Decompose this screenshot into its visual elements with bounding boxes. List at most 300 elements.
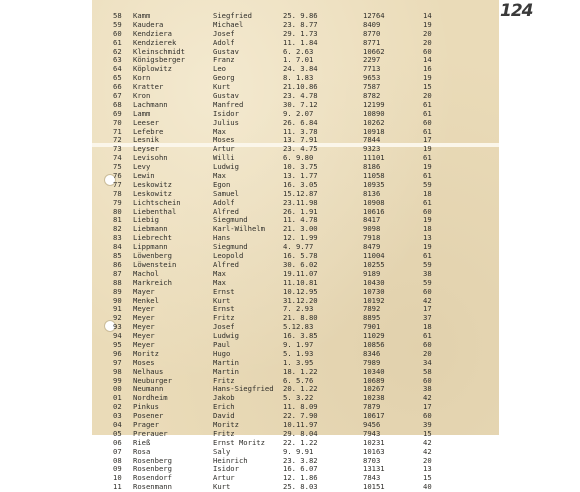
birth-date: 12. 1.86 xyxy=(283,473,318,483)
extra-number: 58 xyxy=(423,366,432,376)
first-name: Fritz xyxy=(213,428,235,438)
row-number: 72 xyxy=(113,135,122,145)
last-name: Lachmann xyxy=(133,99,168,109)
row-number: 58 xyxy=(113,11,122,20)
first-name: Moses xyxy=(213,135,235,145)
last-name: Levisohn xyxy=(133,153,168,163)
row-number: 86 xyxy=(113,259,122,269)
birth-date: 18. 1.22 xyxy=(283,366,318,376)
id-number: 10192 xyxy=(363,295,385,305)
extra-number: 13 xyxy=(423,464,432,474)
last-name: Lefebre xyxy=(133,126,164,136)
last-name: Nordheim xyxy=(133,393,168,403)
id-number: 10856 xyxy=(363,339,385,349)
birth-date: 24. 3.84 xyxy=(283,64,318,74)
first-name: Leopold xyxy=(213,251,244,261)
row-number: 08 xyxy=(113,455,122,465)
id-number: 10255 xyxy=(363,259,385,269)
row-number: 68 xyxy=(113,99,122,109)
birth-date: 11. 3.78 xyxy=(283,126,318,136)
last-name: Machol xyxy=(133,268,159,278)
extra-number: 60 xyxy=(423,339,432,349)
row-number: 77 xyxy=(113,179,122,189)
last-name: Leeser xyxy=(133,117,159,127)
first-name: Karl-Wilhelm xyxy=(213,224,265,234)
row-number: 62 xyxy=(113,46,122,56)
last-name: Lesnik xyxy=(133,135,159,145)
extra-number: 20 xyxy=(423,91,432,101)
extra-number: 15 xyxy=(423,428,432,438)
birth-date: 9. 1.97 xyxy=(283,339,314,349)
last-name: Liebmann xyxy=(133,224,168,234)
last-name: Neuburger xyxy=(133,375,172,385)
last-name: Meyer xyxy=(133,304,155,314)
birth-date: 13. 7.91 xyxy=(283,135,318,145)
first-name: Erich xyxy=(213,402,235,412)
birth-date: 11. 8.09 xyxy=(283,402,318,412)
first-name: Fritz xyxy=(213,313,235,323)
birth-date: 30. 7.12 xyxy=(283,99,318,109)
birth-date: 21.10.86 xyxy=(283,82,318,92)
extra-number: 19 xyxy=(423,73,432,83)
first-name: Martin xyxy=(213,357,239,367)
row-number: 07 xyxy=(113,446,122,456)
row-number: 66 xyxy=(113,82,122,92)
first-name: Adolf xyxy=(213,197,235,207)
birth-date: 5. 3.22 xyxy=(283,393,314,403)
id-number: 11004 xyxy=(363,251,385,261)
birth-date: 6. 9.80 xyxy=(283,153,314,163)
row-number: 90 xyxy=(113,295,122,305)
extra-number: 20 xyxy=(423,28,432,38)
last-name: Lichtschein xyxy=(133,197,181,207)
id-number: 7879 xyxy=(363,402,381,412)
birth-date: 22. 7.90 xyxy=(283,411,318,421)
birth-date: 6. 2.63 xyxy=(283,46,314,56)
id-number: 9653 xyxy=(363,73,381,83)
first-name: Siegfried xyxy=(213,11,252,20)
extra-number: 59 xyxy=(423,259,432,269)
birth-date: 5.12.83 xyxy=(283,322,314,332)
handwritten-page-number: 124 xyxy=(500,1,533,21)
row-number: 11 xyxy=(113,482,122,492)
extra-number: 42 xyxy=(423,437,432,447)
last-name: Moritz xyxy=(133,348,159,358)
row-number: 81 xyxy=(113,215,122,225)
last-name: Lippmann xyxy=(133,242,168,252)
id-number: 10662 xyxy=(363,46,385,56)
last-name: Rosenberg xyxy=(133,455,172,465)
extra-number: 60 xyxy=(423,117,432,127)
row-number: 02 xyxy=(113,402,122,412)
last-name: Markreich xyxy=(133,277,172,287)
birth-date: 10.11.97 xyxy=(283,419,318,429)
last-name: Pinkus xyxy=(133,402,159,412)
birth-date: 19.11.07 xyxy=(283,268,318,278)
first-name: Gustav xyxy=(213,91,239,101)
extra-number: 18 xyxy=(423,188,432,198)
last-name: Prerauer xyxy=(133,428,168,438)
first-name: Kurt xyxy=(213,482,231,492)
birth-date: 13. 1.77 xyxy=(283,171,318,181)
birth-date: 15.12.87 xyxy=(283,188,318,198)
row-number: 85 xyxy=(113,251,122,261)
extra-number: 19 xyxy=(423,242,432,252)
birth-date: 6. 5.76 xyxy=(283,375,314,385)
first-name: Hans-Siegfried xyxy=(213,384,274,394)
row-number: 69 xyxy=(113,108,122,118)
extra-number: 15 xyxy=(423,82,432,92)
id-number: 10616 xyxy=(363,206,385,216)
id-number: 8770 xyxy=(363,28,381,38)
extra-number: 61 xyxy=(423,251,432,261)
first-name: Max xyxy=(213,268,226,278)
first-name: Max xyxy=(213,277,226,287)
last-name: Kendzierek xyxy=(133,37,177,47)
first-name: Jakob xyxy=(213,393,235,403)
last-name: Löwenberg xyxy=(133,251,172,261)
extra-number: 37 xyxy=(423,313,432,323)
birth-date: 26. 1.91 xyxy=(283,206,318,216)
last-name: Kron xyxy=(133,91,151,101)
first-name: Hans xyxy=(213,233,231,243)
first-name: Manfred xyxy=(213,99,244,109)
extra-number: 61 xyxy=(423,197,432,207)
last-name: Liebrecht xyxy=(133,233,172,243)
last-name: Mayer xyxy=(133,286,155,296)
id-number: 10689 xyxy=(363,375,385,385)
id-number: 8346 xyxy=(363,348,381,358)
id-number: 10340 xyxy=(363,366,385,376)
id-number: 10262 xyxy=(363,117,385,127)
birth-date: 23. 3.82 xyxy=(283,455,318,465)
id-number: 10730 xyxy=(363,286,385,296)
id-number: 10890 xyxy=(363,108,385,118)
id-number: 8703 xyxy=(363,455,381,465)
first-name: Saly xyxy=(213,446,231,456)
first-name: Fritz xyxy=(213,375,235,385)
id-number: 10267 xyxy=(363,384,385,394)
id-number: 7844 xyxy=(363,135,381,145)
row-number: 00 xyxy=(113,384,122,394)
id-number: 13131 xyxy=(363,464,385,474)
birth-date: 23. 8.77 xyxy=(283,19,318,29)
first-name: Franz xyxy=(213,55,235,65)
last-name: Nelhaus xyxy=(133,366,164,376)
row-number: 70 xyxy=(113,117,122,127)
birth-date: 9. 2.07 xyxy=(283,108,314,118)
birth-date: 29. 8.04 xyxy=(283,428,318,438)
row-number: 05 xyxy=(113,428,122,438)
birth-date: 10. 3.75 xyxy=(283,162,318,172)
row-number: 59 xyxy=(113,19,122,29)
id-number: 10238 xyxy=(363,393,385,403)
last-name: Leyser xyxy=(133,144,159,154)
birth-date: 12. 1.99 xyxy=(283,233,318,243)
document-page xyxy=(92,0,533,492)
last-name: Rosa xyxy=(133,446,151,456)
first-name: Siegmund xyxy=(213,242,248,252)
first-name: Isidor xyxy=(213,464,239,474)
birth-date: 1. 3.95 xyxy=(283,357,314,367)
first-name: Moritz xyxy=(213,419,239,429)
extra-number: 17 xyxy=(423,135,432,145)
row-number: 67 xyxy=(113,91,122,101)
row-number: 73 xyxy=(113,144,122,154)
birth-date: 16. 3.85 xyxy=(283,331,318,341)
row-number: 80 xyxy=(113,206,122,216)
id-number: 8771 xyxy=(363,37,381,47)
birth-date: 31.12.20 xyxy=(283,295,318,305)
birth-date: 11. 1.84 xyxy=(283,37,318,47)
id-number: 9098 xyxy=(363,224,381,234)
row-number: 79 xyxy=(113,197,122,207)
row-number: 03 xyxy=(113,411,122,421)
list-row xyxy=(92,483,499,492)
birth-date: 30. 6.02 xyxy=(283,259,318,269)
extra-number: 20 xyxy=(423,455,432,465)
first-name: Hugo xyxy=(213,348,231,358)
last-name: Meyer xyxy=(133,331,155,341)
first-name: Artur xyxy=(213,144,235,154)
last-name: Rosendorf xyxy=(133,473,172,483)
id-number: 7843 xyxy=(363,473,381,483)
birth-date: 5. 1.93 xyxy=(283,348,314,358)
row-number: 98 xyxy=(113,366,122,376)
id-number: 10430 xyxy=(363,277,385,287)
first-name: Heinrich xyxy=(213,455,248,465)
extra-number: 38 xyxy=(423,268,432,278)
birth-date: 26. 6.84 xyxy=(283,117,318,127)
last-name: Kendziera xyxy=(133,28,172,38)
extra-number: 59 xyxy=(423,277,432,287)
row-number: 01 xyxy=(113,393,122,403)
extra-number: 61 xyxy=(423,126,432,136)
birth-date: 23. 4.78 xyxy=(283,91,318,101)
id-number: 7901 xyxy=(363,322,381,332)
row-number: 10 xyxy=(113,473,122,483)
extra-number: 17 xyxy=(423,402,432,412)
row-number: 93 xyxy=(113,322,122,332)
first-name: Josef xyxy=(213,28,235,38)
last-name: Lewin xyxy=(133,171,155,181)
first-name: Kurt xyxy=(213,82,231,92)
birth-date: 25. 8.03 xyxy=(283,482,318,492)
extra-number: 20 xyxy=(423,348,432,358)
extra-number: 61 xyxy=(423,171,432,181)
extra-number: 39 xyxy=(423,419,432,429)
id-number: 10908 xyxy=(363,197,385,207)
row-number: 63 xyxy=(113,55,122,65)
id-number: 9323 xyxy=(363,144,381,154)
first-name: Alfred xyxy=(213,206,239,216)
last-name: Rosenmann xyxy=(133,482,172,492)
extra-number: 60 xyxy=(423,411,432,421)
row-number: 97 xyxy=(113,357,122,367)
birth-date: 29. 1.73 xyxy=(283,28,318,38)
id-number: 9456 xyxy=(363,419,381,429)
last-name: Liebig xyxy=(133,215,159,225)
row-number: 87 xyxy=(113,268,122,278)
id-number: 10151 xyxy=(363,482,385,492)
extra-number: 61 xyxy=(423,331,432,341)
last-name: Korn xyxy=(133,73,151,83)
birth-date: 25. 9.86 xyxy=(283,11,318,20)
id-number: 8417 xyxy=(363,215,381,225)
last-name: Köplowitz xyxy=(133,64,172,74)
row-number: 84 xyxy=(113,242,122,252)
first-name: Egon xyxy=(213,179,231,189)
first-name: Georg xyxy=(213,73,235,83)
first-name: Paul xyxy=(213,339,231,349)
row-number: 64 xyxy=(113,64,122,74)
id-number: 11058 xyxy=(363,171,385,181)
first-name: Julius xyxy=(213,117,239,127)
first-name: Isidor xyxy=(213,108,239,118)
row-number: 83 xyxy=(113,233,122,243)
first-name: Michael xyxy=(213,19,244,29)
row-number: 96 xyxy=(113,348,122,358)
first-name: Leo xyxy=(213,64,226,74)
last-name: Liebenthal xyxy=(133,206,177,216)
extra-number: 60 xyxy=(423,286,432,296)
last-name: Rieß xyxy=(133,437,151,447)
extra-number: 42 xyxy=(423,393,432,403)
birth-date: 8. 1.83 xyxy=(283,73,314,83)
id-number: 8186 xyxy=(363,162,381,172)
id-number: 10918 xyxy=(363,126,385,136)
id-number: 10935 xyxy=(363,179,385,189)
extra-number: 42 xyxy=(423,295,432,305)
birth-date: 23.11.98 xyxy=(283,197,318,207)
birth-date: 23. 4.75 xyxy=(283,144,318,154)
id-number: 7943 xyxy=(363,428,381,438)
first-name: Ernst Moritz xyxy=(213,437,265,447)
extra-number: 61 xyxy=(423,99,432,109)
extra-number: 19 xyxy=(423,19,432,29)
id-number: 7892 xyxy=(363,304,381,314)
row-number: 04 xyxy=(113,419,122,429)
first-name: Ludwig xyxy=(213,331,239,341)
id-number: 10617 xyxy=(363,411,385,421)
last-name: Rosenberg xyxy=(133,464,172,474)
extra-number: 40 xyxy=(423,482,432,492)
extra-number: 15 xyxy=(423,473,432,483)
birth-date: 10.12.95 xyxy=(283,286,318,296)
birth-date: 11. 4.78 xyxy=(283,215,318,225)
extra-number: 14 xyxy=(423,55,432,65)
id-number: 12764 xyxy=(363,11,385,20)
last-name: Neumann xyxy=(133,384,164,394)
id-number: 8895 xyxy=(363,313,381,323)
name-list xyxy=(92,12,499,492)
extra-number: 17 xyxy=(423,304,432,314)
birth-date: 7. 2.93 xyxy=(283,304,314,314)
extra-number: 16 xyxy=(423,64,432,74)
extra-number: 19 xyxy=(423,162,432,172)
last-name: Leskowitz xyxy=(133,188,172,198)
birth-date: 16. 3.05 xyxy=(283,179,318,189)
row-number: 61 xyxy=(113,37,122,47)
birth-date: 22. 1.22 xyxy=(283,437,318,447)
row-number: 99 xyxy=(113,375,122,385)
last-name: Menkel xyxy=(133,295,159,305)
extra-number: 60 xyxy=(423,206,432,216)
extra-number: 61 xyxy=(423,108,432,118)
row-number: 92 xyxy=(113,313,122,323)
row-number: 09 xyxy=(113,464,122,474)
birth-date: 20. 1.22 xyxy=(283,384,318,394)
last-name: Meyer xyxy=(133,313,155,323)
extra-number: 59 xyxy=(423,179,432,189)
row-number: 95 xyxy=(113,339,122,349)
row-number: 76 xyxy=(113,171,122,181)
last-name: Prager xyxy=(133,419,159,429)
last-name: Kratter xyxy=(133,82,164,92)
extra-number: 60 xyxy=(423,46,432,56)
id-number: 7587 xyxy=(363,82,381,92)
birth-date: 9. 9.91 xyxy=(283,446,314,456)
last-name: Lamm xyxy=(133,108,151,118)
last-name: Kamm xyxy=(133,11,151,20)
extra-number: 14 xyxy=(423,11,432,20)
first-name: Max xyxy=(213,126,226,136)
extra-number: 60 xyxy=(423,375,432,385)
first-name: Samuel xyxy=(213,188,239,198)
birth-date: 1. 7.01 xyxy=(283,55,314,65)
first-name: Ludwig xyxy=(213,162,239,172)
extra-number: 61 xyxy=(423,153,432,163)
row-number: 94 xyxy=(113,331,122,341)
row-number: 91 xyxy=(113,304,122,314)
row-number: 75 xyxy=(113,162,122,172)
birth-date: 11.10.81 xyxy=(283,277,318,287)
id-number: 8782 xyxy=(363,91,381,101)
id-number: 12199 xyxy=(363,99,385,109)
first-name: Kurt xyxy=(213,295,231,305)
first-name: Josef xyxy=(213,322,235,332)
first-name: Alfred xyxy=(213,259,239,269)
id-number: 2297 xyxy=(363,55,381,65)
row-number: 60 xyxy=(113,28,122,38)
row-number: 74 xyxy=(113,153,122,163)
last-name: Moses xyxy=(133,357,155,367)
extra-number: 19 xyxy=(423,215,432,225)
first-name: Max xyxy=(213,171,226,181)
birth-date: 4. 9.77 xyxy=(283,242,314,252)
id-number: 8136 xyxy=(363,188,381,198)
extra-number: 18 xyxy=(423,224,432,234)
id-number: 11101 xyxy=(363,153,385,163)
birth-date: 16. 5.78 xyxy=(283,251,318,261)
last-name: Meyer xyxy=(133,322,155,332)
last-name: Kleinschmidt xyxy=(133,46,185,56)
id-number: 10231 xyxy=(363,437,385,447)
id-number: 8409 xyxy=(363,19,381,29)
extra-number: 20 xyxy=(423,37,432,47)
first-name: Ernst xyxy=(213,286,235,296)
last-name: Königsberger xyxy=(133,55,185,65)
row-number: 71 xyxy=(113,126,122,136)
id-number: 9189 xyxy=(363,268,381,278)
last-name: Kaudera xyxy=(133,19,164,29)
row-number: 06 xyxy=(113,437,122,447)
row-number: 82 xyxy=(113,224,122,234)
first-name: David xyxy=(213,411,235,421)
row-number: 88 xyxy=(113,277,122,287)
extra-number: 19 xyxy=(423,144,432,154)
id-number: 10163 xyxy=(363,446,385,456)
